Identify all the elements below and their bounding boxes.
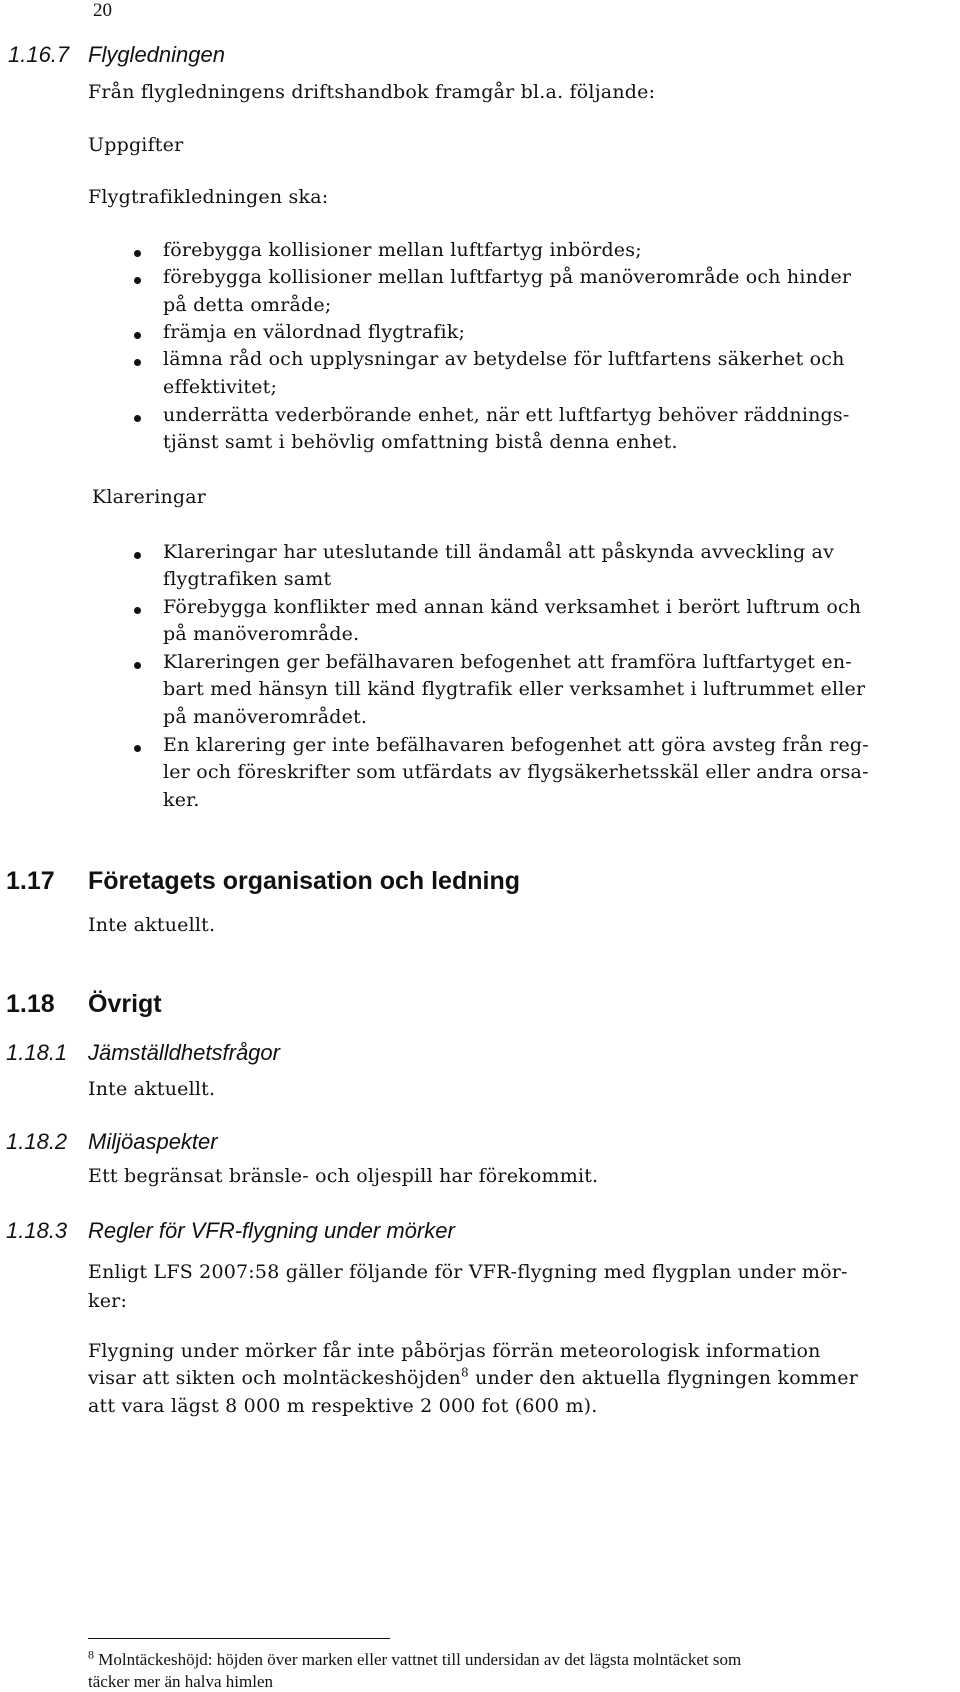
- section-title: Regler för VFR-flygning under mörker: [88, 1218, 455, 1243]
- list-item-continued: på manöverområdet.: [163, 706, 368, 728]
- section-number: 1.18: [6, 990, 55, 1018]
- lead-sentence: Flygtrafikledningen ska:: [88, 186, 329, 208]
- paragraph-line: [88, 1367, 858, 1389]
- list-item: Förebygga konflikter med annan känd verksamhet i berört luftrum och: [163, 596, 862, 618]
- section-heading-1-18: [6, 990, 162, 1019]
- list-item-continued: på detta område;: [163, 294, 332, 316]
- section-title: Flygledningen: [88, 42, 225, 67]
- bullet-dot: [134, 250, 141, 257]
- section-number: 1.17: [6, 867, 55, 895]
- klareringar-heading: Klareringar: [92, 486, 207, 508]
- footnote-text: Molntäckeshöjd: höjden över marken eller vattnet till undersidan av det lägsta molntäcket som: [94, 1650, 742, 1669]
- list-item-continued: effektivitet;: [163, 376, 278, 398]
- list-item: En klarering ger inte befälhavaren befogenhet att göra avsteg från reg-: [163, 734, 869, 756]
- uppgifter-heading: Uppgifter: [88, 134, 184, 156]
- list-item-continued: ker.: [163, 789, 200, 811]
- list-item: lämna råd och upplysningar av betydelse för luftfartens säkerhet och: [163, 348, 845, 370]
- paragraph-line: att vara lägst 8 000 m respektive 2 000 fot (600 m).: [88, 1395, 598, 1417]
- footnote-marker: 8: [88, 1647, 94, 1662]
- bullet-dot: [134, 332, 141, 339]
- paragraph-text: visar att sikten och molntäckeshöjden: [88, 1367, 461, 1389]
- section-number: 1.18.1: [6, 1040, 68, 1065]
- page-number: 20: [93, 0, 112, 21]
- section-number: 1.16.7: [8, 42, 70, 67]
- section-number: 1.18.3: [6, 1218, 68, 1243]
- section-heading-1-18-1: [6, 1040, 280, 1066]
- footnote-reference: 8: [461, 1365, 469, 1380]
- bullet-dot: [134, 662, 141, 669]
- section-heading-1-18-3: [6, 1218, 455, 1244]
- paragraph-line: Enligt LFS 2007:58 gäller följande för VFR-flygning med flygplan under mör-: [88, 1261, 848, 1283]
- list-item-continued: bart med hänsyn till känd flygtrafik eller verksamhet i luftrummet eller: [163, 678, 866, 700]
- list-item: förebygga kollisioner mellan luftfartyg på manöverområde och hinder: [163, 266, 852, 288]
- intro-paragraph: Från flygledningens driftshandbok framgår bl.a. följande:: [88, 81, 656, 103]
- section-body: Inte aktuellt.: [88, 914, 216, 936]
- section-body: Inte aktuellt.: [88, 1078, 216, 1100]
- footnote-continued: täcker mer än halva himlen: [88, 1672, 274, 1691]
- section-title: Företagets organisation och ledning: [88, 867, 520, 895]
- paragraph-text: under den aktuella flygningen kommer: [468, 1367, 858, 1389]
- bullet-dot: [134, 277, 141, 284]
- section-title: Jämställdhetsfrågor: [88, 1040, 280, 1065]
- section-heading-1-18-2: [6, 1129, 218, 1155]
- list-item: underrätta vederbörande enhet, när ett luftfartyg behöver räddnings-: [163, 404, 850, 426]
- list-item-continued: flygtrafiken samt: [163, 568, 332, 590]
- section-title: Miljöaspekter: [88, 1129, 218, 1154]
- paragraph-line: ker:: [88, 1290, 128, 1312]
- bullet-dot: [134, 415, 141, 422]
- paragraph-line: Flygning under mörker får inte påbörjas förrän meteorologisk information: [88, 1340, 821, 1362]
- list-item-continued: tjänst samt i behövlig omfattning bistå denna enhet.: [163, 431, 678, 453]
- section-number: 1.18.2: [6, 1129, 68, 1154]
- list-item: Klareringar har uteslutande till ändamål att påskynda avveckling av: [163, 541, 835, 563]
- bullet-dot: [134, 607, 141, 614]
- section-title: Övrigt: [88, 990, 162, 1018]
- list-item: Klareringen ger befälhavaren befogenhet att framföra luftfartyget en-: [163, 651, 852, 673]
- section-heading-1-17: [6, 867, 520, 896]
- list-item-continued: på manöverområde.: [163, 623, 360, 645]
- list-item: förebygga kollisioner mellan luftfartyg inbördes;: [163, 239, 642, 261]
- section-heading-1-16-7: [8, 42, 225, 68]
- footnote-divider: [88, 1638, 390, 1639]
- list-item: främja en välordnad flygtrafik;: [163, 321, 466, 343]
- section-body: Ett begränsat bränsle- och oljespill har förekommit.: [88, 1165, 599, 1187]
- footnote: [88, 1647, 742, 1670]
- bullet-dot: [134, 552, 141, 559]
- list-item-continued: ler och föreskrifter som utfärdats av flygsäkerhetsskäl eller andra orsa-: [163, 761, 869, 783]
- bullet-dot: [134, 359, 141, 366]
- bullet-dot: [134, 745, 141, 752]
